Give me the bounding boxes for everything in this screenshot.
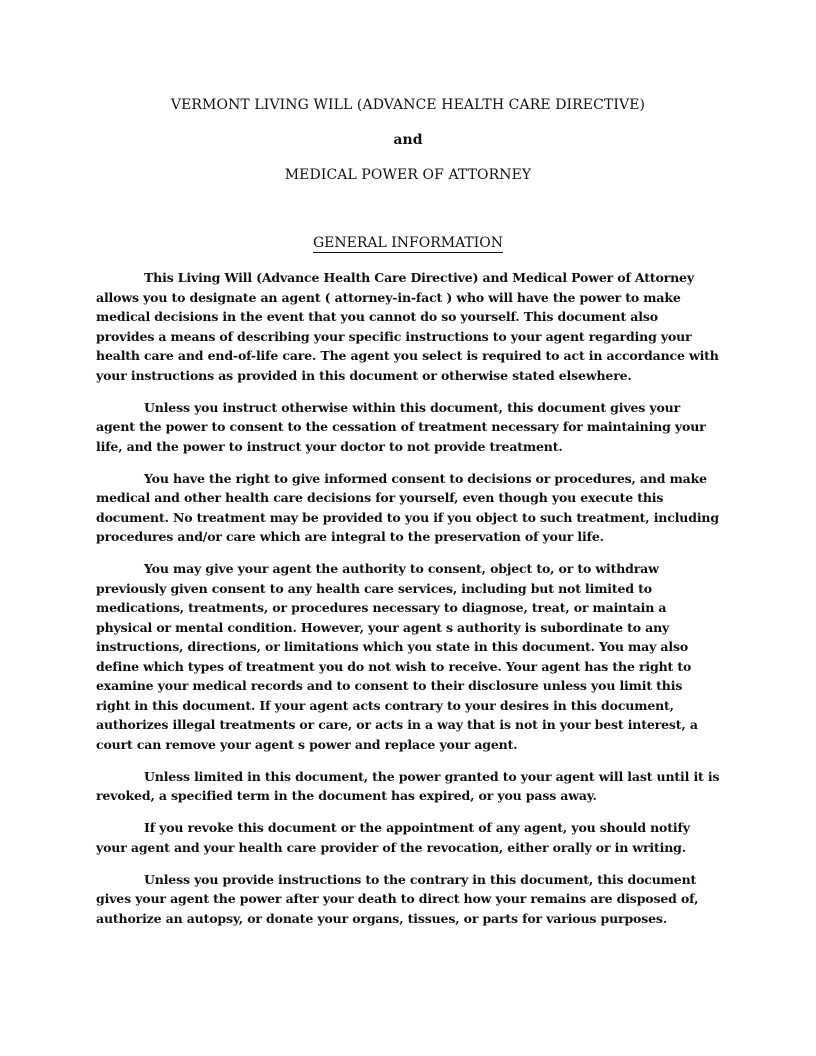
paragraph-agent-powers: Unless you instruct otherwise within this document, this document gives your agent the power to consent to the cessation of treatment necessary for maintaining your life, and the power to instruct your doctor to not provide treatment. <box>96 399 706 454</box>
document-title: VERMONT LIVING WILL (ADVANCE HEALTH CARE DIRECTIVE) <box>170 97 646 113</box>
title-conjunction: and <box>393 132 423 148</box>
document-body <box>96 268 720 941</box>
paragraph-agent-authority: You may give your agent the authority to consent, object to, or to withdraw previously given consent to any health care services, including but not limited to medications, treatments, or procedures necessary to diagnose, treat, or maintain a physical or mental condition. However, your agent s authority is subordinate to any instructions, directions, or limitations which you state in this document. You may also define which types of treatment you do not wish to receive. Your agent has the right to examine your medical records and to consent to their disclosure unless you limit this right in this document. If your agent acts contrary to your desires in this document, authorizes illegal treatments or care, or acts in a way that is not in your best interest, a court can remove your agent s power and replace your agent. <box>96 561 698 752</box>
document-subtitle: MEDICAL POWER OF ATTORNEY <box>284 167 532 183</box>
section-heading-text: GENERAL INFORMATION <box>312 235 504 251</box>
paragraph-informed-consent: You have the right to give informed consent to decisions or procedures, and make medical and other health care decisions for yourself, even though you execute this document. No treatment may be provided to you if you object to such treatment, including procedures and/or care which are integral to the preservation of your life. <box>96 470 719 544</box>
paragraph-revocation: If you revoke this document or the appointment of any agent, you should notify your agent and your health care provider of the revocation, either orally or in writing. <box>96 820 690 855</box>
paragraph-agent-designation: This Living Will (Advance Health Care Directive) and Medical Power of Attorney allows you to designate an agent ( attorney-in-fact ) who will have the power to make medical decisions in the event that you cannot do so yourself. This document also provides a means of describing your specific instructions to your agent regarding your health care and end-of-life care. The agent you select is required to act in accordance with your instructions as provided in this document or otherwise stated elsewhere. <box>96 270 719 383</box>
paragraph-after-death: Unless you provide instructions to the contrary in this document, this document gives your agent the power after your death to direct how your remains are disposed of, authorize an autopsy, or donate your organs, tissues, or parts for various purposes. <box>96 871 699 926</box>
paragraph-duration: Unless limited in this document, the power granted to your agent will last until it is revoked, a specified term in the document has expired, or you pass away. <box>96 768 720 803</box>
section-heading <box>0 234 816 252</box>
